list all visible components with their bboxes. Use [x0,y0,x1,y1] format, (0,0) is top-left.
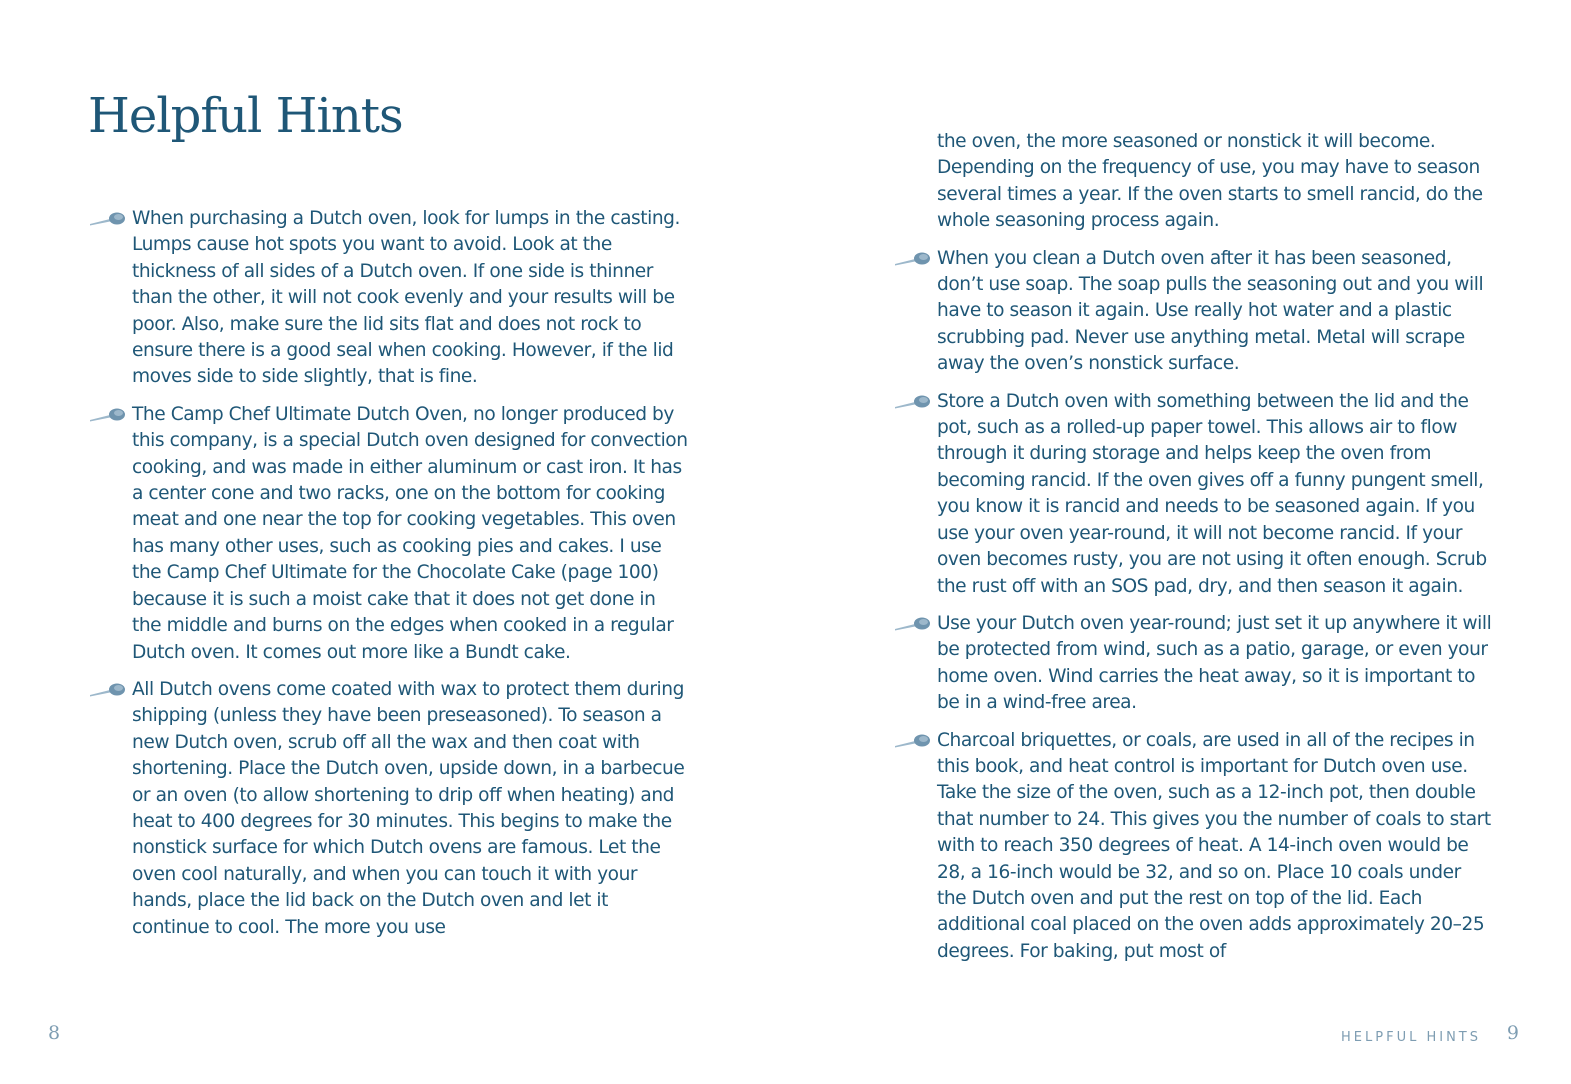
spoon-icon [88,209,128,229]
hint-text: Charcoal briquettes, or coals, are used in all of the recipes in this book, and heat control is important for Dutch oven use. Take the size of the oven, such as a 12-inch pot, then double that number to 24. This gives you the number of coals to start with to reach 350 degrees of heat. A 14-inch oven would be 28, a 16-inch would be 32, and so on. Place 10 coals under the Dutch oven and put the rest on top of the lid. Each additional coal placed on the oven adds approximately 20–25 degrees. For baking, put most of [937,729,1491,962]
hint-item [88,677,688,941]
page-number-right: 9 [1506,1022,1519,1044]
hint-item [88,206,688,391]
hint-text: Use your Dutch oven year-round; just set it up anywhere it will be protected from wind, such as a patio, garage, or even your home oven. Wind carries the heat away, so it is important to be in a wind-free area. [937,612,1492,714]
left-page [0,0,785,1084]
page-title: Helpful Hints [88,88,403,144]
spoon-icon [893,392,933,412]
hint-text: Store a Dutch oven with something between the lid and the pot, such as a rolled-up paper towel. This allows air to flow through it during storage and helps keep the oven from becoming rancid. If the oven gives off a funny pungent smell, you know it is rancid and needs to be seasoned again. If you use your oven year-round, it will not become rancid. If your oven becomes rusty, you are not using it often enough. Scrub the rust off with an SOS pad, dry, and then season it again. [937,390,1487,597]
hint-item [893,611,1493,717]
hint-text: All Dutch ovens come coated with wax to protect them during shipping (unless they have been preseasoned). To season a new Dutch oven, scrub off all the wax and then coat with shortening. Place the Dutch oven, upside down, in a barbecue or an oven (to allow shortening to drip off when heating) and heat to 400 degrees for 30 minutes. This begins to make the nonstick surface for which Dutch ovens are famous. Let the oven cool naturally, and when you can touch it with your hands, place the lid back on the Dutch oven and let it continue to cool. The more you use [132,678,685,938]
hint-item [893,728,1493,966]
hint-text: the oven, the more seasoned or nonstick it will become. Depending on the frequency of use, you may have to season several times a year. If the oven starts to smell rancid, do the whole seasoning process again. [937,131,1483,232]
hint-list [893,129,1493,976]
hint-item [893,389,1493,600]
hint-list [88,206,688,952]
hint-text: When you clean a Dutch oven after it has been seasoned, don’t use soap. The soap pulls the seasoning out and you will have to season it again. Use really hot water and a plastic scrubbing pad. Never use anything metal. Metal will scrape away the oven’s nonstick surface. [937,247,1484,375]
spoon-icon [893,731,933,751]
spoon-icon [88,680,128,700]
hint-continuation [893,129,1493,235]
page-number-left: 8 [48,1022,61,1044]
right-page [785,0,1571,1084]
spoon-icon [88,405,128,425]
spoon-icon [893,249,933,269]
hint-text: When purchasing a Dutch oven, look for lumps in the casting. Lumps cause hot spots you want to avoid. Look at the thickness of all sides of a Dutch oven. If one side is thinner than the other, it will not cook evenly and your results will be poor. Also, make sure the lid sits flat and does not rock to ensure there is a good seal when cooking. However, if the lid moves side to side slightly, that is fine. [132,208,680,388]
hint-text: The Camp Chef Ultimate Dutch Oven, no longer produced by this company, is a special Dutch oven designed for convection cooking, and was made in either aluminum or cast iron. It has a center cone and two racks, one on the bottom for cooking meat and one near the top for cooking vegetables. This oven has many other uses, such as cooking pies and cakes. I use the Camp Chef Ultimate for the Chocolate Cake (page 100) because it is such a moist cake that it does not get done in the middle and burns on the edges when cooked in a regular Dutch oven. It comes out more like a Bundt cake. [132,403,688,663]
hint-item [88,402,688,666]
spoon-icon [893,614,933,634]
hint-item [893,246,1493,378]
running-head: HELPFUL HINTS [1341,1030,1481,1045]
